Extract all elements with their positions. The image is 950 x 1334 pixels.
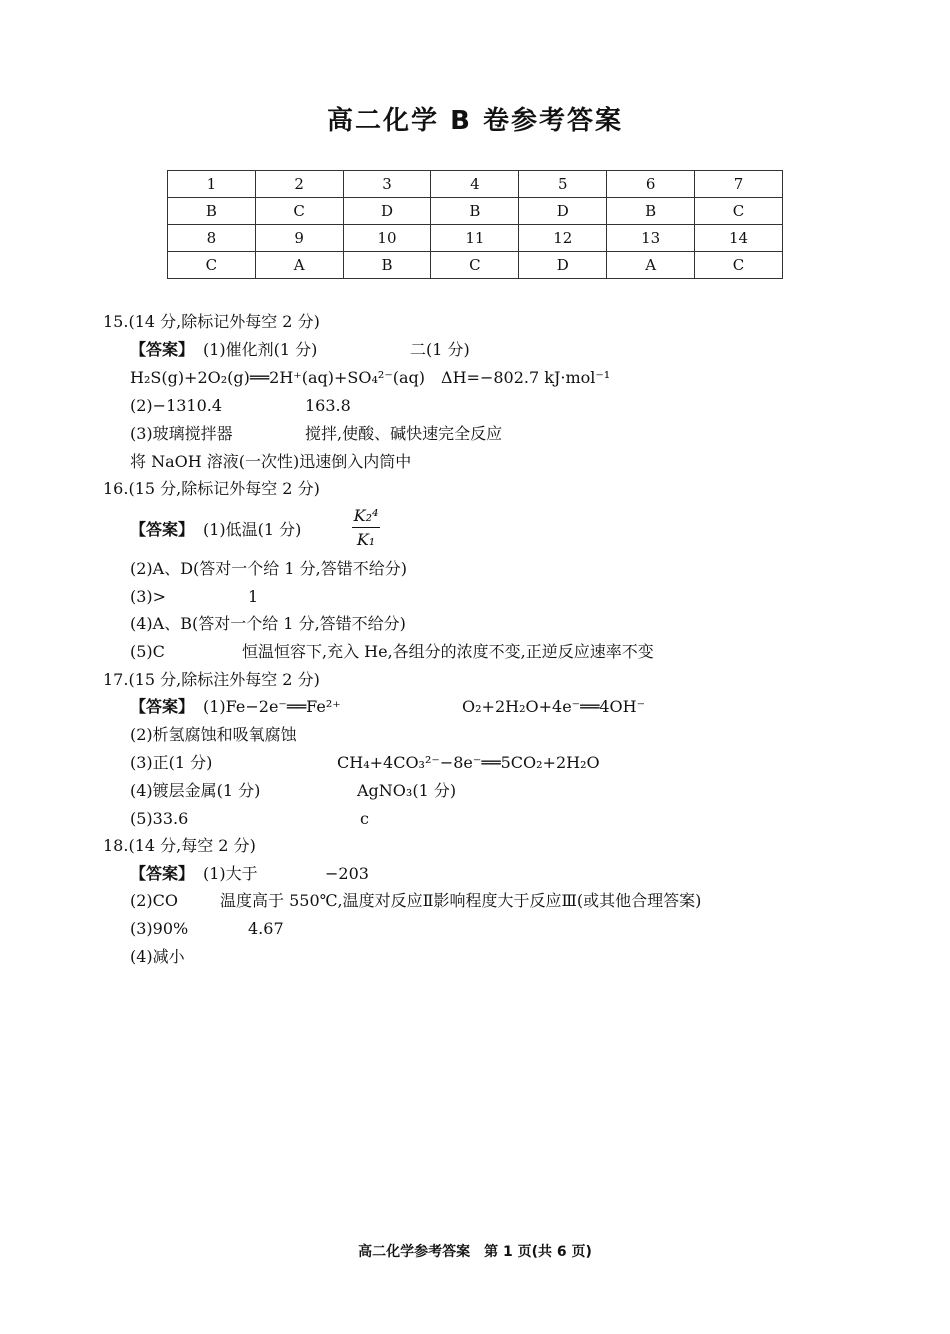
q17-a4: (4)镀层金属(1 分) (130, 781, 261, 800)
table-cell: B (607, 198, 695, 225)
q16-a3: (3)> (130, 587, 167, 606)
q16-a1: (1)低温(1 分) (203, 520, 302, 539)
q16-header: 16.(15 分,除标记外每空 2 分) (103, 479, 320, 498)
q15-equation: H₂S(g)+2O₂(g)══2H⁺(aq)+SO₄²⁻(aq) ΔH=−802.7 kJ·mol⁻¹ (130, 368, 611, 387)
table-cell: 9 (255, 225, 343, 252)
table-cell: B (343, 252, 431, 279)
table-cell: 2 (255, 171, 343, 198)
table-cell: C (695, 252, 783, 279)
q17-header: 17.(15 分,除标注外每空 2 分) (103, 670, 320, 689)
q17-a1b: O₂+2H₂O+4e⁻══4OH⁻ (462, 697, 646, 716)
table-cell: 1 (168, 171, 256, 198)
q17-a2: (2)析氢腐蚀和吸氧腐蚀 (130, 725, 297, 744)
table-cell: C (255, 198, 343, 225)
q15-a2: (2)−1310.4 (130, 396, 223, 415)
table-cell: D (343, 198, 431, 225)
table-cell: 6 (607, 171, 695, 198)
table-cell: 4 (431, 171, 519, 198)
table-cell: B (431, 198, 519, 225)
table-cell: B (168, 198, 256, 225)
answer-label: 【答案】 (130, 864, 195, 883)
table-cell: 3 (343, 171, 431, 198)
q15-a3: (3)玻璃搅拌器 (130, 424, 233, 443)
table-cell: C (695, 198, 783, 225)
q17-a5: (5)33.6 (130, 809, 189, 828)
q18-a1: (1)大于 (203, 864, 258, 883)
answer-label: 【答案】 (130, 697, 195, 716)
answer-label: 【答案】 (130, 520, 195, 539)
q15-a1b: 二(1 分) (410, 340, 470, 359)
page-title: 高二化学 B 卷参考答案 (327, 106, 623, 136)
q17-a5b: c (360, 809, 369, 828)
table-cell: D (519, 198, 607, 225)
q15-a1: (1)催化剂(1 分) (203, 340, 318, 359)
table-cell: A (607, 252, 695, 279)
q18-a3: (3)90% (130, 919, 189, 938)
table-cell: C (431, 252, 519, 279)
table-cell: 13 (607, 225, 695, 252)
q17-a3: (3)正(1 分) (130, 753, 213, 772)
table-row (168, 225, 783, 252)
table-cell: 12 (519, 225, 607, 252)
table-cell: A (255, 252, 343, 279)
q18-a2b: 温度高于 550℃,温度对反应Ⅱ影响程度大于反应Ⅲ(或其他合理答案) (220, 891, 702, 910)
q18-header: 18.(14 分,每空 2 分) (103, 836, 256, 855)
table-row (168, 198, 783, 225)
q17-a3b: CH₄+4CO₃²⁻−8e⁻══5CO₂+2H₂O (337, 753, 600, 772)
table-row (168, 252, 783, 279)
table-cell: C (168, 252, 256, 279)
q16-a3b: 1 (248, 587, 259, 606)
fraction-denominator: K₁ (356, 530, 376, 549)
q16-a5: (5)C (130, 642, 165, 661)
table-cell: 5 (519, 171, 607, 198)
q15-a3c: 将 NaOH 溶液(一次性)迅速倒入内筒中 (130, 452, 412, 471)
table-cell: 14 (695, 225, 783, 252)
table-row (168, 171, 783, 198)
q16-a4: (4)A、B(答对一个给 1 分,答错不给分) (130, 614, 406, 633)
q16-fraction (352, 506, 380, 549)
q18-a4: (4)减小 (130, 947, 185, 966)
q15-a3b: 搅拌,使酸、碱快速完全反应 (305, 424, 503, 443)
q17-a4b: AgNO₃(1 分) (357, 781, 457, 800)
answer-table (167, 170, 783, 279)
q16-a5b: 恒温恒容下,充入 He,各组分的浓度不变,正逆反应速率不变 (242, 642, 654, 661)
table-cell: D (519, 252, 607, 279)
table-cell: 10 (343, 225, 431, 252)
q15-a2b: 163.8 (305, 396, 351, 415)
answer-label: 【答案】 (130, 340, 195, 359)
q17-a1: (1)Fe−2e⁻══Fe²⁺ (203, 697, 341, 716)
q18-a3b: 4.67 (248, 919, 284, 938)
q16-a2: (2)A、D(答对一个给 1 分,答错不给分) (130, 559, 407, 578)
q18-a2: (2)CO (130, 891, 179, 910)
table-cell: 11 (431, 225, 519, 252)
q18-a1b: −203 (325, 864, 369, 883)
q15-header: 15.(14 分,除标记外每空 2 分) (103, 312, 320, 331)
page-footer: 高二化学参考答案 第 1 页(共 6 页) (358, 1244, 592, 1260)
table-cell: 7 (695, 171, 783, 198)
fraction-numerator: K₂⁴ (352, 506, 380, 528)
table-cell: 8 (168, 225, 256, 252)
